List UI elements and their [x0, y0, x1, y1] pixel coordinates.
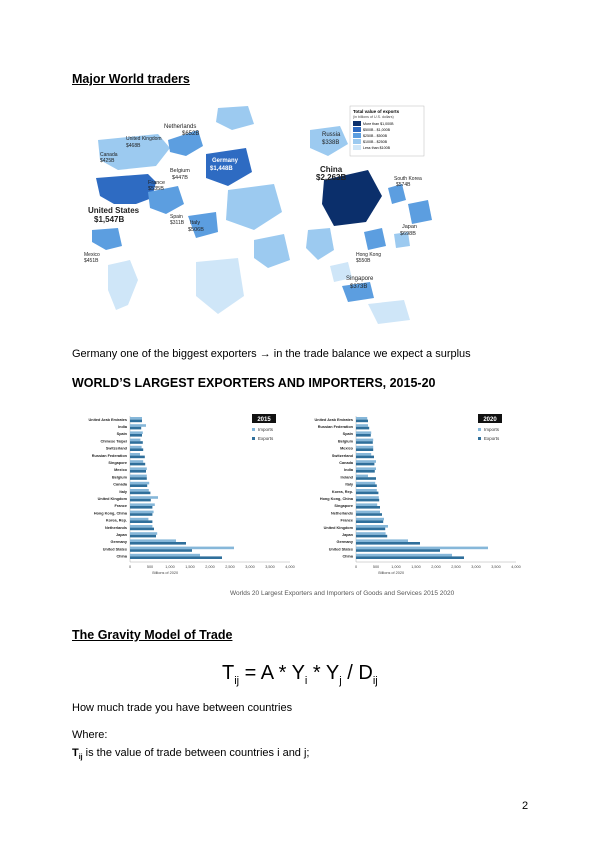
- legend-item-1: More than $1,000B: [363, 122, 394, 126]
- bar-imports-2020-12: [356, 503, 377, 506]
- map-legend: [350, 106, 424, 156]
- map-shape-south-america: [108, 260, 138, 310]
- category-label-2020-14: France: [340, 518, 353, 523]
- bar-exports-2020-17: [356, 542, 420, 545]
- category-label-2015-7: Mexico: [114, 468, 127, 473]
- category-label-2015-9: Canada: [113, 482, 127, 487]
- bar-imports-2015-4: [130, 446, 142, 449]
- category-label-2015-10: Italy: [119, 489, 127, 494]
- bar-exports-2015-11: [130, 499, 151, 502]
- bar-exports-2020-9: [356, 484, 377, 487]
- def-T-sub: ij: [78, 754, 83, 762]
- bar-exports-2015-14: [130, 520, 152, 523]
- bar-exports-2015-13: [130, 513, 152, 516]
- chart-caption: Worlds 20 Largest Exporters and Importers of Goods and Services 2015 2020: [230, 590, 455, 597]
- bar-exports-2020-18: [356, 549, 440, 552]
- map-label-usa-value: $1,547B: [94, 215, 125, 224]
- category-label-2015-16: Japan: [116, 533, 127, 537]
- map-shape-usa: [96, 174, 156, 204]
- category-label-2020-16: Japan: [342, 533, 353, 537]
- bar-imports-2020-16: [356, 532, 386, 535]
- year-label-2015: 2015: [257, 417, 271, 423]
- category-label-2015-13: Hong Kong, China: [93, 511, 127, 516]
- category-label-2020-8: Ireland: [340, 475, 353, 480]
- x-tick-2015-1: 500: [146, 565, 154, 569]
- x-tick-2020-5: 2,500: [451, 565, 461, 569]
- legend-label-2015-0: Imports: [258, 427, 274, 432]
- bar-imports-2020-10: [356, 489, 377, 492]
- map-label-mexico-value: $451B: [84, 258, 99, 264]
- category-label-2020-13: Netherlands: [331, 511, 353, 516]
- bar-imports-2015-10: [130, 489, 149, 492]
- bar-exports-2015-1: [130, 427, 141, 430]
- bar-imports-2020-7: [356, 467, 376, 470]
- map-label-uk-value: $468B: [126, 143, 141, 149]
- formula-D-sub: ij: [372, 675, 378, 687]
- section-title-largest-exporters: WORLD’S LARGEST EXPORTERS AND IMPORTERS, 2015-20: [72, 376, 436, 390]
- x-label-2015: Billions of 2020: [152, 571, 179, 575]
- legend-swatch-2015-0: [252, 428, 255, 431]
- bar-imports-2015-17: [130, 539, 176, 542]
- definition-T: [72, 747, 309, 761]
- legend-swatch-2020-0: [478, 428, 481, 431]
- category-label-2020-15: United Kingdom: [323, 525, 353, 530]
- category-label-2015-4: Switzerland: [105, 446, 127, 451]
- category-label-2015-6: Singapore: [108, 461, 127, 465]
- bar-imports-2015-3: [130, 439, 140, 442]
- x-tick-2020-2: 1,000: [391, 565, 401, 569]
- category-label-2015-17: Germany: [110, 540, 127, 545]
- world-exports-map: [78, 100, 440, 330]
- exporters-importers-charts: [82, 410, 532, 585]
- bar-imports-2015-2: [130, 431, 143, 434]
- map-label-mexico-name: Mexico: [84, 252, 100, 258]
- gravity-formula: [222, 662, 378, 687]
- map-label-china-value: $2,263B: [316, 173, 347, 182]
- map-label-germany-name: Germany: [212, 158, 239, 164]
- bar-exports-2015-18: [130, 549, 192, 552]
- category-label-2020-9: Italy: [345, 482, 353, 487]
- section-title-gravity-model: The Gravity Model of Trade: [72, 628, 233, 642]
- category-label-2020-3: Belgium: [338, 439, 353, 444]
- x-tick-2015-0: 0: [128, 565, 132, 569]
- legend-swatch-1: [353, 121, 361, 126]
- formula-eq: = A * Y: [239, 662, 305, 684]
- category-label-2020-5: Switzerland: [331, 453, 353, 458]
- bar-exports-2015-3: [130, 441, 143, 444]
- map-shape-mexico: [92, 228, 122, 250]
- x-tick-2015-8: 4,000: [285, 565, 295, 569]
- legend-swatch-5: [353, 145, 361, 150]
- x-tick-2015-2: 1,000: [165, 565, 175, 569]
- map-label-uk-name: United Kingdom: [126, 136, 162, 142]
- map-label-singapore-value: $373B: [350, 284, 368, 290]
- map-label-hongkong-value: $550B: [356, 258, 371, 264]
- map-svg: [78, 100, 440, 330]
- bar-imports-2015-16: [130, 532, 157, 535]
- bar-imports-2020-17: [356, 539, 408, 542]
- bar-exports-2015-10: [130, 492, 150, 495]
- bar-exports-2020-4: [356, 448, 373, 451]
- bar-exports-2015-4: [130, 448, 143, 451]
- category-label-2020-12: Singapore: [334, 504, 353, 509]
- category-label-2020-1: Russian Federation: [317, 425, 353, 429]
- category-label-2015-1: India: [118, 425, 127, 429]
- legend-label-2020-1: Exports: [484, 436, 500, 441]
- bar-imports-2020-11: [356, 496, 379, 499]
- category-label-2015-14: Korea, Rep.: [105, 518, 127, 523]
- def-T-letter: T: [72, 747, 79, 759]
- bar-exports-2020-15: [356, 528, 385, 531]
- bar-exports-2020-1: [356, 427, 369, 430]
- map-shape-australia: [368, 300, 410, 324]
- map-label-japan-value: $698B: [400, 231, 416, 237]
- bar-imports-2020-2: [356, 431, 371, 434]
- map-shape-africa: [196, 258, 244, 314]
- bar-imports-2020-5: [356, 453, 371, 456]
- charts-svg: [82, 410, 532, 585]
- bar-imports-2020-0: [356, 417, 367, 420]
- bar-imports-2015-12: [130, 503, 155, 506]
- category-label-2020-6: Canada: [339, 461, 353, 465]
- x-tick-2020-4: 2,000: [431, 565, 441, 569]
- map-shape-middle-east: [254, 234, 290, 268]
- legend-label-2015-1: Exports: [258, 436, 274, 441]
- bar-exports-2020-16: [356, 535, 387, 538]
- bar-exports-2015-9: [130, 484, 147, 487]
- legend-swatch-4: [353, 139, 361, 144]
- map-label-canada-value: $425B: [100, 158, 115, 164]
- legend-swatch-2020-1: [478, 437, 481, 440]
- category-label-2020-0: United Arab Emirates: [314, 417, 353, 422]
- map-label-korea-value: $574B: [396, 182, 411, 188]
- map-label-russia-value: $338B: [322, 140, 340, 146]
- legend-item-3: $250B - $500B: [363, 134, 387, 138]
- bar-imports-2020-13: [356, 511, 380, 514]
- bar-imports-2015-15: [130, 525, 152, 528]
- bar-imports-2015-14: [130, 518, 148, 521]
- bar-imports-2015-19: [130, 554, 200, 557]
- bar-exports-2020-3: [356, 441, 373, 444]
- map-label-japan-name: Japan: [402, 224, 417, 230]
- map-label-belgium-name: Belgium: [170, 168, 190, 174]
- formula-div: / D: [341, 662, 373, 684]
- bar-exports-2015-15: [130, 528, 154, 531]
- map-label-hongkong-name: Hong Kong: [356, 252, 382, 258]
- bar-imports-2020-9: [356, 482, 375, 485]
- category-label-2020-17: Germany: [336, 540, 353, 545]
- bar-imports-2020-14: [356, 518, 384, 521]
- category-label-2020-11: Hong Kong, China: [319, 497, 353, 501]
- bar-imports-2020-19: [356, 554, 452, 557]
- map-label-italy-value: $506B: [188, 227, 204, 233]
- formula-mid: * Y: [307, 662, 340, 684]
- category-label-2020-2: Spain: [342, 432, 353, 437]
- legend-swatch-2: [353, 127, 361, 132]
- bar-exports-2020-7: [356, 470, 375, 473]
- map-label-italy-name: Italy: [190, 220, 201, 226]
- legend-title: Total value of exports: [353, 109, 400, 114]
- bar-imports-2020-4: [356, 446, 373, 449]
- x-tick-2020-7: 3,500: [491, 565, 501, 569]
- map-label-singapore-name: Singapore: [346, 276, 374, 282]
- bar-exports-2015-16: [130, 535, 156, 538]
- category-label-2015-5: Russian Federation: [91, 453, 127, 458]
- bar-exports-2015-7: [130, 470, 146, 473]
- bar-exports-2020-8: [356, 477, 376, 480]
- x-tick-2015-3: 1,500: [185, 565, 195, 569]
- germany-statement: Germany one of the biggest exporters → in the trade balance we expect a surplus: [72, 348, 471, 360]
- bar-imports-2015-13: [130, 511, 154, 514]
- map-label-spain-value: $311B: [170, 220, 185, 226]
- map-shape-japan: [408, 200, 432, 224]
- page-number: 2: [522, 800, 529, 812]
- map-shape-hong-kong: [364, 228, 386, 250]
- bar-imports-2015-11: [130, 496, 158, 499]
- legend-item-4: $100B - $250B: [363, 140, 387, 144]
- bar-imports-2015-1: [130, 424, 146, 427]
- x-tick-2020-0: 0: [354, 565, 358, 569]
- bar-exports-2020-14: [356, 520, 383, 523]
- bar-exports-2015-0: [130, 420, 142, 423]
- bar-exports-2020-12: [356, 506, 380, 509]
- x-tick-2020-8: 4,000: [511, 565, 521, 569]
- bar-exports-2015-19: [130, 556, 222, 559]
- x-tick-2015-7: 3,500: [265, 565, 275, 569]
- bar-imports-2020-15: [356, 525, 388, 528]
- bar-exports-2015-17: [130, 542, 186, 545]
- bar-imports-2020-1: [356, 424, 368, 427]
- bar-imports-2015-7: [130, 467, 147, 470]
- bar-exports-2020-2: [356, 434, 371, 437]
- category-label-2020-7: India: [344, 468, 353, 473]
- bar-imports-2015-18: [130, 547, 234, 550]
- category-label-2015-19: China: [116, 554, 127, 559]
- map-label-france-name: France: [148, 180, 166, 186]
- map-label-korea-name: South Korea: [394, 176, 422, 182]
- legend-item-2: $500B - $1,000B: [363, 128, 390, 132]
- map-label-netherlands-name: Netherlands: [164, 124, 197, 130]
- category-label-2015-18: United States: [102, 547, 127, 552]
- bar-exports-2020-11: [356, 499, 379, 502]
- x-label-2020: Billions of 2020: [378, 571, 405, 575]
- bar-exports-2020-6: [356, 463, 374, 466]
- category-label-2015-2: Spain: [116, 432, 127, 437]
- map-label-france-value: $535B: [148, 186, 164, 192]
- formula-Y2-sub: j: [339, 675, 342, 687]
- x-tick-2015-6: 3,000: [245, 565, 255, 569]
- legend-item-5: Less than $100B: [363, 146, 390, 150]
- bar-imports-2015-6: [130, 460, 143, 463]
- bar-exports-2015-5: [130, 456, 145, 459]
- x-tick-2015-4: 2,000: [205, 565, 215, 569]
- category-label-2015-15: Netherlands: [105, 525, 127, 530]
- category-label-2020-18: United States: [328, 547, 353, 552]
- bar-imports-2015-5: [130, 453, 140, 456]
- bar-exports-2020-19: [356, 556, 464, 559]
- category-label-2015-11: United Kingdom: [97, 497, 127, 501]
- category-label-2015-8: Belgium: [112, 475, 127, 480]
- year-label-2020: 2020: [483, 417, 497, 423]
- map-shape-europe-misc: [226, 184, 282, 230]
- category-label-2020-4: Mexico: [340, 446, 353, 451]
- map-shape-india: [306, 228, 334, 260]
- gravity-question: How much trade you have between countries: [72, 702, 293, 714]
- map-label-belgium-value: $447B: [172, 175, 188, 181]
- bar-exports-2015-12: [130, 506, 152, 509]
- map-label-spain-name: Spain: [170, 214, 183, 220]
- x-tick-2020-3: 1,500: [411, 565, 421, 569]
- map-label-russia-name: Russia: [322, 132, 341, 138]
- x-tick-2020-6: 3,000: [471, 565, 481, 569]
- legend-swatch-2015-1: [252, 437, 255, 440]
- map-label-usa-name: United States: [88, 206, 140, 215]
- def-T-rest: is the value of trade between countries i and j;: [82, 747, 310, 759]
- category-label-2020-19: China: [342, 554, 353, 559]
- bar-imports-2015-9: [130, 482, 149, 485]
- bar-imports-2020-8: [356, 475, 368, 478]
- legend-label-2020-0: Imports: [484, 427, 500, 432]
- map-label-germany-value: $1,448B: [210, 166, 233, 172]
- bar-exports-2020-5: [356, 456, 374, 459]
- category-label-2015-3: Chinese Taipei: [100, 439, 127, 444]
- bar-imports-2020-18: [356, 547, 488, 550]
- formula-Y1-sub: i: [304, 675, 308, 687]
- formula-T: T: [222, 662, 235, 684]
- x-tick-2020-1: 500: [372, 565, 380, 569]
- where-label: Where:: [72, 729, 108, 741]
- category-label-2015-0: United Arab Emirates: [88, 417, 127, 422]
- legend-subtitle: (in billions of U.S. dollars): [353, 115, 394, 119]
- map-shape-europe-small: [216, 106, 254, 130]
- bar-imports-2020-6: [356, 460, 376, 463]
- bar-exports-2015-6: [130, 463, 145, 466]
- bar-exports-2020-10: [356, 492, 378, 495]
- bar-exports-2020-0: [356, 420, 368, 423]
- bar-imports-2020-3: [356, 439, 373, 442]
- legend-swatch-3: [353, 133, 361, 138]
- category-label-2020-10: Korea, Rep.: [331, 489, 353, 494]
- category-label-2015-12: France: [114, 504, 127, 509]
- formula-T-sub: ij: [234, 675, 240, 687]
- bar-imports-2015-0: [130, 417, 142, 420]
- map-label-canada-name: Canada: [100, 152, 118, 158]
- map-label-china-name: China: [320, 165, 343, 174]
- map-label-netherlands-value: $652B: [182, 131, 200, 137]
- bar-imports-2015-8: [130, 475, 147, 478]
- bar-exports-2015-8: [130, 477, 147, 480]
- bar-exports-2020-13: [356, 513, 382, 516]
- section-title-major-traders: Major World traders: [72, 72, 190, 86]
- bar-exports-2015-2: [130, 434, 142, 437]
- x-tick-2015-5: 2,500: [225, 565, 235, 569]
